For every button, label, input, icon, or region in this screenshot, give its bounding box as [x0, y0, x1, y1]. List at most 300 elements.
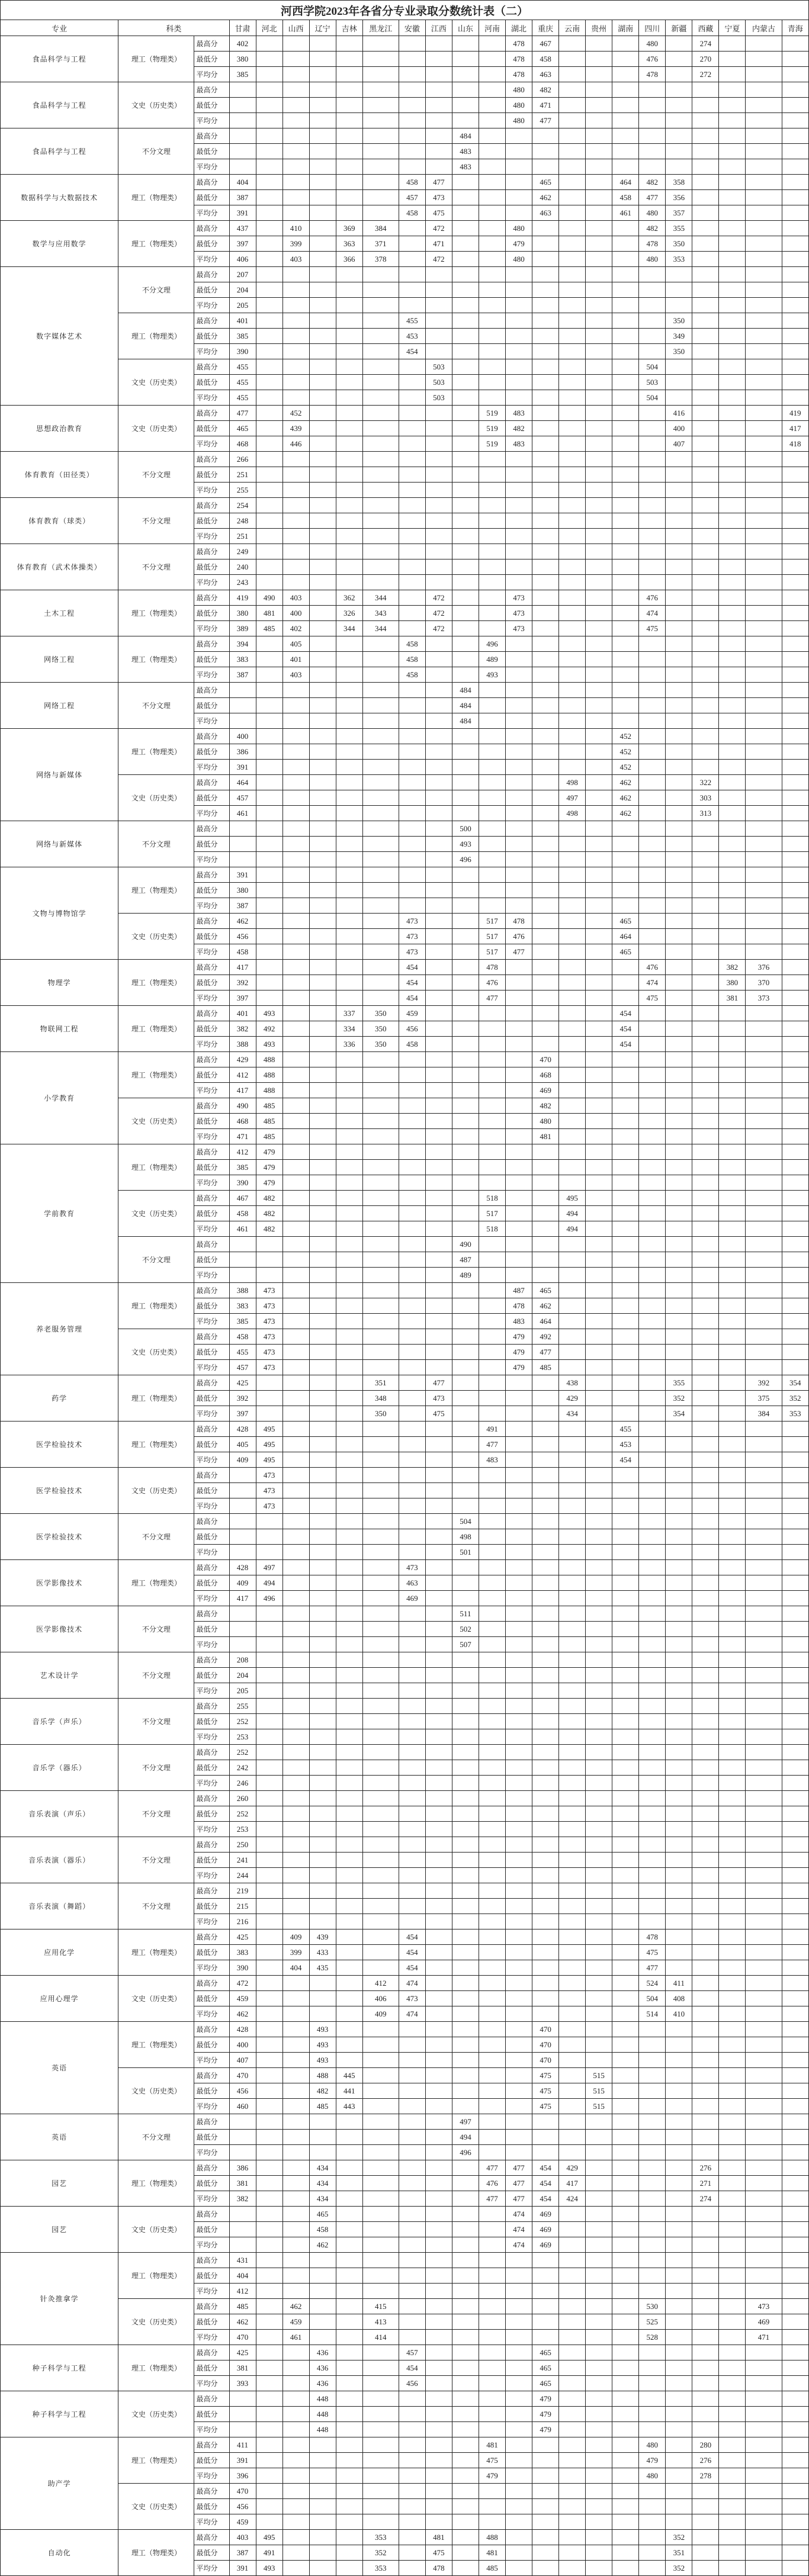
score-cell — [336, 421, 362, 436]
score-cell — [336, 1575, 362, 1591]
score-cell — [399, 1760, 425, 1776]
score-cell — [399, 98, 425, 113]
score-cell — [336, 1083, 362, 1098]
score-cell — [452, 1175, 479, 1191]
score-cell — [782, 2006, 808, 2022]
score-cell — [692, 1545, 719, 1560]
score-cell — [479, 1252, 505, 1268]
stat-label-avg: 平均分 — [194, 2099, 229, 2114]
score-cell: 414 — [362, 2330, 399, 2345]
table-row — [1, 2207, 809, 2222]
score-cell: 417 — [229, 1083, 256, 1098]
score-cell — [639, 2176, 666, 2191]
score-cell — [479, 729, 505, 744]
score-cell — [256, 436, 282, 452]
score-cell — [612, 452, 639, 467]
score-cell — [692, 1760, 719, 1776]
score-cell — [719, 1545, 746, 1560]
score-cell: 405 — [229, 1437, 256, 1452]
score-cell — [692, 2207, 719, 2222]
score-cell — [362, 2191, 399, 2207]
score-cell — [282, 1591, 309, 1606]
score-cell — [309, 2545, 336, 2561]
score-cell — [719, 2160, 746, 2176]
score-cell — [586, 1314, 612, 1329]
score-cell — [362, 1899, 399, 1914]
score-cell — [256, 359, 282, 375]
score-cell — [336, 1360, 362, 1375]
score-cell: 446 — [282, 436, 309, 452]
score-cell — [559, 2130, 586, 2145]
score-cell — [425, 1714, 452, 1729]
score-cell — [256, 1699, 282, 1714]
score-cell — [586, 559, 612, 575]
score-cell — [452, 867, 479, 883]
score-cell — [586, 1606, 612, 1622]
score-cell — [399, 1391, 425, 1406]
score-cell — [425, 1899, 452, 1914]
score-cell — [506, 729, 532, 744]
score-cell — [452, 1668, 479, 1683]
score-cell — [336, 313, 362, 329]
score-cell — [479, 2006, 505, 2022]
score-cell — [612, 421, 639, 436]
score-cell — [746, 1776, 782, 1791]
stat-label-max: 最高分 — [194, 1837, 229, 1853]
score-cell: 387 — [229, 190, 256, 205]
score-cell — [612, 898, 639, 914]
score-cell — [256, 975, 282, 990]
score-cell — [719, 1745, 746, 1760]
score-cell — [746, 513, 782, 529]
score-cell — [559, 1591, 586, 1606]
score-cell — [282, 52, 309, 67]
score-cell: 515 — [586, 2083, 612, 2099]
score-cell — [586, 621, 612, 636]
score-cell — [586, 159, 612, 175]
score-cell — [336, 2407, 362, 2422]
score-cell — [782, 329, 808, 344]
score-cell — [282, 298, 309, 313]
score-cell — [425, 1606, 452, 1622]
score-cell — [452, 2561, 479, 2576]
score-cell — [256, 1914, 282, 1929]
score-cell — [612, 2360, 639, 2376]
score-cell — [309, 406, 336, 421]
score-cell — [362, 744, 399, 760]
score-cell — [666, 667, 692, 683]
score-cell — [452, 1406, 479, 1422]
score-cell — [452, 1114, 479, 1129]
score-cell — [532, 2484, 559, 2499]
stat-label-min: 最低分 — [194, 2083, 229, 2099]
score-cell — [532, 760, 559, 775]
score-cell — [532, 2330, 559, 2345]
score-cell — [479, 1468, 505, 1483]
score-cell — [612, 1129, 639, 1144]
score-cell — [256, 498, 282, 513]
score-cell: 475 — [639, 990, 666, 1006]
category-cell: 不分文理 — [118, 683, 194, 729]
score-cell — [425, 1283, 452, 1298]
score-cell — [666, 867, 692, 883]
score-cell — [506, 1929, 532, 1945]
table-body — [1, 36, 809, 2576]
score-cell — [479, 775, 505, 790]
score-cell — [586, 298, 612, 313]
score-cell — [612, 2253, 639, 2268]
header-province: 新疆 — [666, 20, 692, 36]
score-cell — [452, 1822, 479, 1837]
score-cell — [425, 1052, 452, 1067]
score-cell — [362, 2468, 399, 2484]
score-cell: 448 — [309, 2391, 336, 2407]
score-cell: 366 — [336, 252, 362, 267]
score-cell — [639, 2130, 666, 2145]
score-cell — [256, 1929, 282, 1945]
score-cell — [559, 1729, 586, 1745]
score-cell — [336, 1252, 362, 1268]
score-cell — [452, 2422, 479, 2437]
score-cell — [399, 806, 425, 821]
score-cell — [506, 1791, 532, 1806]
score-cell — [666, 1699, 692, 1714]
score-cell: 473 — [256, 1468, 282, 1483]
score-cell — [692, 621, 719, 636]
score-cell — [559, 2053, 586, 2068]
score-cell — [452, 1776, 479, 1791]
score-cell — [452, 2330, 479, 2345]
score-cell: 358 — [666, 175, 692, 190]
score-cell: 482 — [506, 421, 532, 436]
score-cell: 352 — [362, 2545, 399, 2561]
score-cell — [639, 1144, 666, 1160]
score-cell — [746, 144, 782, 159]
score-cell — [692, 2561, 719, 2576]
score-cell — [256, 2160, 282, 2176]
score-cell — [746, 1514, 782, 1529]
score-cell — [782, 2391, 808, 2407]
score-cell — [532, 2561, 559, 2576]
score-cell — [506, 529, 532, 544]
score-cell — [692, 2022, 719, 2037]
score-cell — [782, 2191, 808, 2207]
score-cell — [666, 282, 692, 298]
score-cell — [692, 1268, 719, 1283]
score-cell — [452, 2514, 479, 2530]
score-cell — [559, 1683, 586, 1699]
header-major: 专业 — [1, 20, 118, 36]
score-cell — [282, 559, 309, 575]
score-cell — [532, 359, 559, 375]
score-cell — [336, 1468, 362, 1483]
score-cell — [586, 421, 612, 436]
score-cell — [309, 1175, 336, 1191]
score-cell — [506, 667, 532, 683]
score-cell: 473 — [256, 1314, 282, 1329]
score-cell — [425, 344, 452, 359]
score-cell — [309, 2253, 336, 2268]
score-cell: 370 — [746, 975, 782, 990]
score-cell — [612, 1406, 639, 1422]
score-cell — [336, 1406, 362, 1422]
score-cell — [746, 1929, 782, 1945]
score-cell: 504 — [639, 359, 666, 375]
score-cell — [559, 2437, 586, 2453]
score-cell — [746, 606, 782, 621]
score-cell — [692, 652, 719, 667]
stat-label-min: 最低分 — [194, 1067, 229, 1083]
score-cell: 381 — [229, 2360, 256, 2376]
score-cell: 480 — [532, 1114, 559, 1129]
score-cell: 344 — [362, 590, 399, 606]
score-cell — [425, 1652, 452, 1668]
score-cell: 498 — [559, 806, 586, 821]
score-cell — [666, 2222, 692, 2237]
score-cell: 477 — [506, 2176, 532, 2191]
score-cell — [586, 944, 612, 960]
score-cell: 479 — [532, 2407, 559, 2422]
score-cell — [282, 2083, 309, 2099]
score-cell: 397 — [229, 236, 256, 252]
score-cell — [666, 544, 692, 559]
score-cell — [362, 2407, 399, 2422]
score-cell — [782, 1960, 808, 1976]
score-cell — [586, 2299, 612, 2314]
score-cell — [532, 375, 559, 390]
score-cell — [256, 1729, 282, 1745]
score-cell: 491 — [479, 1422, 505, 1437]
score-cell: 355 — [666, 1375, 692, 1391]
score-cell — [746, 236, 782, 252]
score-cell — [612, 1498, 639, 1514]
score-cell — [336, 2391, 362, 2407]
score-cell — [612, 1360, 639, 1375]
score-cell — [399, 1114, 425, 1129]
score-cell — [309, 2561, 336, 2576]
score-cell — [282, 898, 309, 914]
score-cell — [532, 159, 559, 175]
score-cell — [559, 375, 586, 390]
score-cell — [559, 1976, 586, 1991]
score-cell — [639, 1252, 666, 1268]
score-cell — [506, 1252, 532, 1268]
score-cell — [612, 128, 639, 144]
score-cell — [336, 2207, 362, 2222]
score-cell: 473 — [425, 1391, 452, 1406]
score-cell: 248 — [229, 513, 256, 529]
score-cell — [692, 1083, 719, 1098]
score-cell — [506, 2484, 532, 2499]
score-cell — [399, 1483, 425, 1498]
score-cell — [559, 436, 586, 452]
score-cell — [506, 2006, 532, 2022]
score-cell — [586, 1622, 612, 1637]
score-cell — [639, 1575, 666, 1591]
score-cell — [336, 1868, 362, 1883]
score-cell — [559, 1575, 586, 1591]
score-cell — [336, 1221, 362, 1237]
score-cell: 493 — [479, 667, 505, 683]
score-cell — [782, 1006, 808, 1021]
score-cell — [479, 205, 505, 221]
score-cell — [506, 2330, 532, 2345]
score-cell — [256, 375, 282, 390]
stat-label-max: 最高分 — [194, 36, 229, 52]
score-cell — [479, 1375, 505, 1391]
score-cell: 482 — [256, 1221, 282, 1237]
score-cell — [586, 1514, 612, 1529]
score-cell — [532, 2437, 559, 2453]
score-cell — [719, 67, 746, 82]
score-cell: 482 — [532, 1098, 559, 1114]
score-cell — [399, 1899, 425, 1914]
score-cell: 249 — [229, 544, 256, 559]
score-cell — [336, 929, 362, 944]
score-cell — [362, 1067, 399, 1083]
score-cell — [692, 575, 719, 590]
score-cell — [666, 1360, 692, 1375]
score-cell — [692, 344, 719, 359]
score-cell — [612, 375, 639, 390]
score-cell — [506, 1375, 532, 1391]
score-cell — [612, 1606, 639, 1622]
score-cell — [746, 1160, 782, 1175]
score-cell — [612, 1899, 639, 1914]
score-cell — [452, 1560, 479, 1575]
score-cell: 391 — [229, 867, 256, 883]
score-cell — [506, 1468, 532, 1483]
score-cell: 473 — [399, 929, 425, 944]
score-cell — [282, 837, 309, 852]
stat-label-max: 最高分 — [194, 2022, 229, 2037]
score-cell — [336, 1976, 362, 1991]
score-cell — [282, 2437, 309, 2453]
score-cell — [362, 806, 399, 821]
score-cell: 478 — [506, 67, 532, 82]
score-cell — [719, 190, 746, 205]
score-cell — [425, 144, 452, 159]
score-cell: 205 — [229, 298, 256, 313]
score-cell: 493 — [452, 837, 479, 852]
major-cell: 音乐表演（舞蹈） — [1, 1883, 118, 1929]
score-cell — [479, 467, 505, 483]
table-row — [1, 1837, 809, 1853]
score-cell — [506, 483, 532, 498]
score-cell — [586, 1591, 612, 1606]
score-cell — [612, 1806, 639, 1822]
score-cell — [399, 1175, 425, 1191]
score-cell — [692, 1822, 719, 1837]
score-cell — [612, 159, 639, 175]
table-row — [1, 1191, 809, 1206]
score-cell — [479, 1114, 505, 1129]
score-cell — [586, 1191, 612, 1206]
score-cell — [692, 590, 719, 606]
score-cell — [362, 1883, 399, 1899]
stat-label-avg: 平均分 — [194, 575, 229, 590]
score-cell — [559, 1252, 586, 1268]
score-cell — [229, 144, 256, 159]
score-cell — [256, 221, 282, 236]
score-cell — [692, 1729, 719, 1745]
score-cell — [256, 2130, 282, 2145]
score-cell — [612, 2284, 639, 2299]
score-cell — [282, 1252, 309, 1268]
score-cell — [336, 883, 362, 898]
score-cell — [479, 1345, 505, 1360]
score-cell — [666, 1929, 692, 1945]
score-cell: 497 — [559, 790, 586, 806]
score-cell: 357 — [666, 205, 692, 221]
score-cell — [559, 2499, 586, 2514]
score-cell — [692, 1483, 719, 1498]
score-cell — [586, 1283, 612, 1298]
score-cell — [256, 1652, 282, 1668]
score-cell — [559, 2360, 586, 2376]
score-cell — [506, 1437, 532, 1452]
score-cell — [479, 113, 505, 128]
score-cell — [532, 1529, 559, 1545]
score-cell: 219 — [229, 1883, 256, 1899]
score-cell — [639, 2222, 666, 2237]
score-cell — [782, 1483, 808, 1498]
score-cell — [746, 2022, 782, 2037]
score-cell — [282, 2176, 309, 2191]
score-cell — [362, 1468, 399, 1483]
score-cell — [479, 236, 505, 252]
score-cell: 401 — [282, 652, 309, 667]
score-cell: 494 — [559, 1206, 586, 1221]
score-cell — [256, 1837, 282, 1853]
score-cell — [452, 467, 479, 483]
score-cell — [559, 837, 586, 852]
stat-label-max: 最高分 — [194, 406, 229, 421]
stat-label-max: 最高分 — [194, 2299, 229, 2314]
score-cell — [746, 914, 782, 929]
score-cell — [506, 2561, 532, 2576]
score-cell — [256, 2268, 282, 2284]
score-cell — [399, 1437, 425, 1452]
score-cell — [452, 375, 479, 390]
score-cell: 425 — [229, 2345, 256, 2360]
score-cell — [746, 205, 782, 221]
score-cell — [362, 667, 399, 683]
score-cell — [362, 1560, 399, 1575]
score-cell: 390 — [229, 344, 256, 359]
score-cell — [309, 867, 336, 883]
score-cell: 409 — [229, 1452, 256, 1468]
score-cell — [692, 606, 719, 621]
score-cell: 479 — [506, 1345, 532, 1360]
score-cell — [639, 2022, 666, 2037]
score-cell — [336, 452, 362, 467]
score-cell — [612, 1575, 639, 1591]
score-cell — [309, 2006, 336, 2022]
score-cell — [425, 2130, 452, 2145]
score-cell — [532, 1637, 559, 1652]
score-cell: 445 — [336, 2068, 362, 2083]
score-cell — [746, 1083, 782, 1098]
score-cell — [479, 2222, 505, 2237]
score-cell — [229, 128, 256, 144]
score-cell — [479, 806, 505, 821]
score-cell: 337 — [336, 1006, 362, 1021]
score-cell — [425, 1791, 452, 1806]
score-cell — [666, 760, 692, 775]
score-cell — [782, 1791, 808, 1806]
stat-label-min: 最低分 — [194, 1991, 229, 2006]
